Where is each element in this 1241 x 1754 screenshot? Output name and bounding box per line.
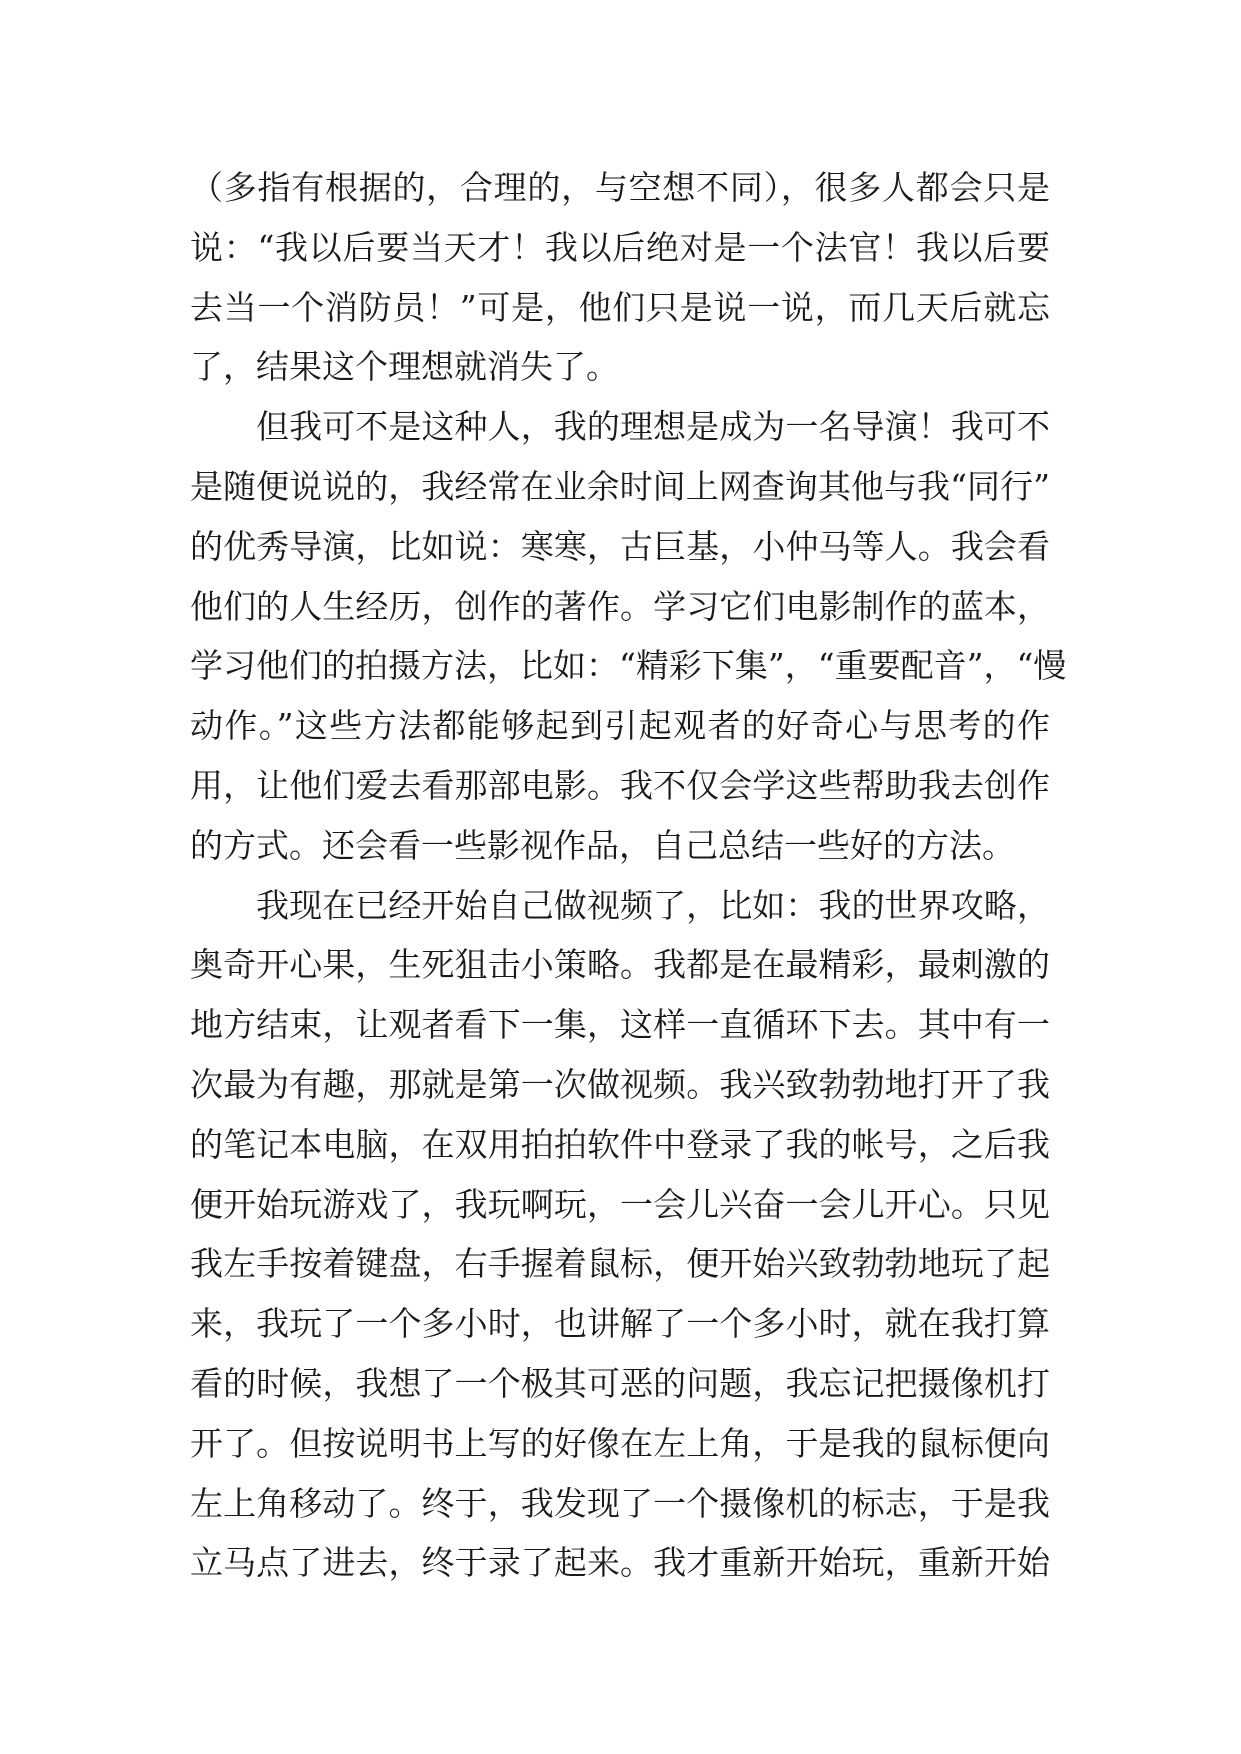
paragraph-start-line: 但我可不是这种人，我的理想是成为一名导演！我可不 bbox=[256, 407, 1050, 447]
text-line: 地方结束，让观者看下一集，这样一直循环下去。其中有一 bbox=[190, 1005, 1050, 1045]
text-line: 的优秀导演，比如说：寒寒，古巨基，小仲马等人。我会看 bbox=[190, 526, 1050, 566]
text-line: 便开始玩游戏了，我玩啊玩，一会儿兴奋一会儿开心。只见 bbox=[190, 1184, 1050, 1224]
paragraph-end-line: 的方式。还会看一些影视作品，自己总结一些好的方法。 bbox=[190, 825, 1015, 865]
essay-body bbox=[190, 158, 1067, 1593]
text-line: 开了。但按说明书上写的好像在左上角，于是我的鼠标便向 bbox=[190, 1423, 1050, 1463]
text-line: 是随便说说的，我经常在业余时间上网查询其他与我“同行” bbox=[190, 466, 1050, 506]
text-line: 学习他们的拍摄方法，比如：“精彩下集”，“重要配音”，“慢 bbox=[190, 646, 1067, 686]
paragraph-start-line: 我现在已经开始自己做视频了，比如：我的世界攻略， bbox=[256, 885, 1050, 925]
text-line: 奥奇开心果，生死狙击小策略。我都是在最精彩，最刺激的 bbox=[190, 945, 1050, 985]
paragraph-end-line: 了，结果这个理想就消失了。 bbox=[190, 347, 619, 387]
text-line: 他们的人生经历，创作的著作。学习它们电影制作的蓝本， bbox=[190, 586, 1050, 626]
text-line: 左上角移动了。终于，我发现了一个摄像机的标志，于是我 bbox=[190, 1483, 1050, 1523]
text-line: 来，我玩了一个多小时，也讲解了一个多小时，就在我打算 bbox=[190, 1304, 1050, 1344]
text-line: 动作。”这些方法都能够起到引起观者的好奇心与思考的作 bbox=[190, 706, 1050, 746]
text-line: （多指有根据的，合理的，与空想不同），很多人都会只是 bbox=[190, 168, 1050, 207]
text-line: 立马点了进去，终于录了起来。我才重新开始玩，重新开始 bbox=[190, 1543, 1050, 1583]
text-line: 我左手按着键盘，右手握着鼠标，便开始兴致勃勃地玩了起 bbox=[190, 1244, 1050, 1284]
text-line: 次最为有趣，那就是第一次做视频。我兴致勃勃地打开了我 bbox=[190, 1064, 1050, 1104]
text-line: 去当一个消防员！”可是，他们只是说一说，而几天后就忘 bbox=[190, 287, 1050, 327]
text-line: 用，让他们爱去看那部电影。我不仅会学这些帮助我去创作 bbox=[190, 765, 1050, 805]
text-line: 的笔记本电脑，在双用拍拍软件中登录了我的帐号，之后我 bbox=[190, 1124, 1050, 1164]
text-line: 说：“我以后要当天才！我以后绝对是一个法官！我以后要 bbox=[190, 227, 1050, 267]
text-line: 看的时候，我想了一个极其可恶的问题，我忘记把摄像机打 bbox=[190, 1363, 1050, 1403]
